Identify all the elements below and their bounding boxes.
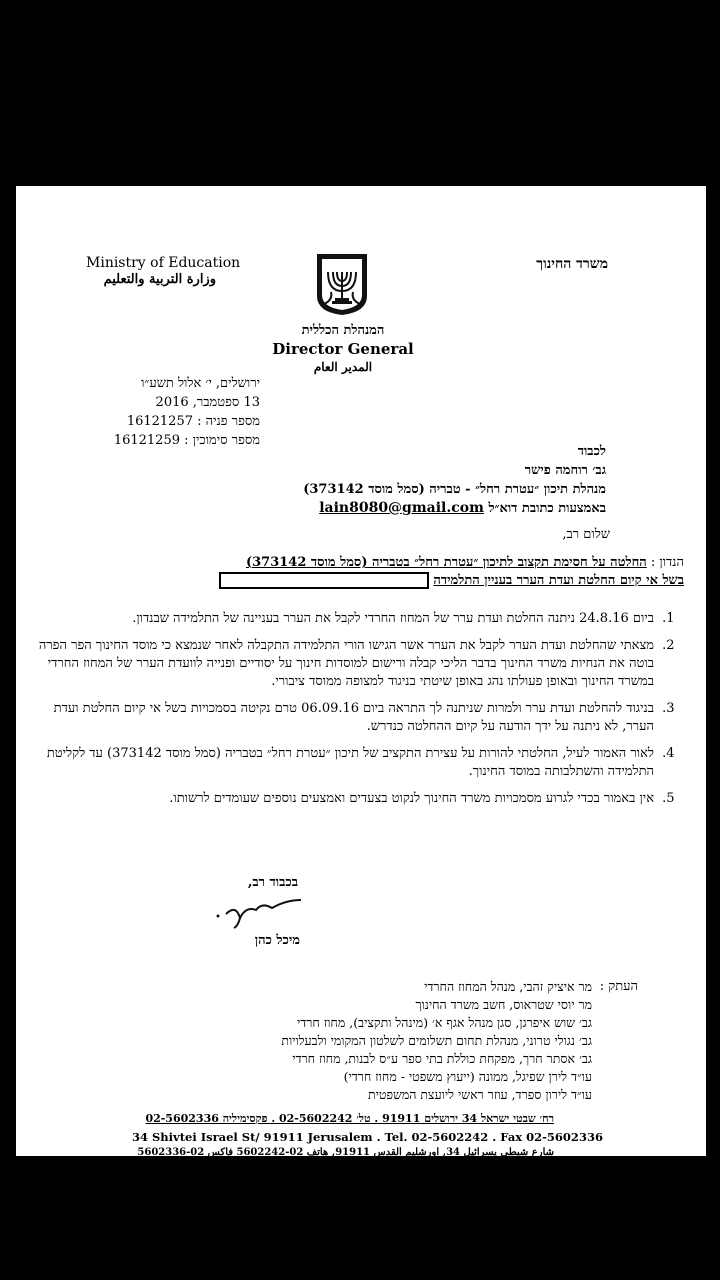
list-item: 2. מצאתי שהחלטת ועדת הערר לקבל את הערר אשר הגישו הורי התלמידה התקבלה לאחר שנמצא כי מוסד החינוך הפר הפרה בוטה את הנחיות משרד החינוך בדבר הליכי קבלה ורישום למוסדות חינוך על יסודיים ופנייה לוועדת הערר של המחוז החרדי במשרד החינוך ובאופן פעולתו נהג באופן שיטתי בניגוד למצופה ממוסד ציבורי. — [34, 637, 658, 691]
cc-item: גב׳ נגולי טרוני, מנהלת תחום תשלומים לשלטון המקומי ולבעלויות — [281, 1033, 592, 1048]
signer-name: מיכל כהן — [254, 933, 300, 948]
recipient-role: מנהלת תיכון ״עטרת רחל״ - טבריה (סמל מוסד 373142) — [303, 482, 606, 497]
subject-line-1: החלטה על חסימת תקצוב לתיכון ״עטרת רחל״ בטבריה (סמל מוסד 373142) — [245, 555, 647, 570]
reference-number: מספר פניה : 16121257 — [126, 414, 260, 429]
recipient-email-link[interactable]: lain8080@gmail.com — [319, 500, 484, 516]
closing: בכבוד רב, — [247, 875, 298, 890]
recipient-via: באמצעות כתובת דוא״ל — [488, 501, 606, 516]
office-ar: المدير العام — [313, 360, 373, 374]
state-emblem-icon — [313, 252, 371, 316]
list-item: 3. בניגוד להחלטת ועדת ערר ולמרות שניתנה לך התראה ביום 06.09.16 טרם נקיטה בסמכויות בשל אי קיום החלטת ועדת הערר, לא ניתנה על ידך הודעה על קיום ההחלטה כנדרש. — [34, 700, 658, 736]
subject-block — [44, 554, 684, 590]
recipient-block — [46, 442, 606, 518]
cc-item: גב׳ שוש איפרגן, סגן מנהל אגף א׳ (מינהל ותקציב), מחוז חרדי — [296, 1015, 592, 1030]
cc-item: עו״ד לירן שפיגל, ממונה (ייעוץ משפטי - מחוז חרדי) — [343, 1069, 592, 1084]
ministry-ar: وزارة التربية والتعليم — [103, 272, 216, 287]
list-item: 1. ביום 24.8.16 ניתנה החלטת ועדת ערר של המחוז החרדי לקבל את הערר בעניינה של התלמידה שבנדון. — [34, 610, 658, 628]
date-ref-block — [60, 374, 260, 450]
subject-label: הנדון : — [650, 555, 684, 570]
cc-list — [112, 978, 592, 1104]
date-gregorian: 13 ספטמבר, 2016 — [155, 395, 260, 410]
cc-item: גב׳ אסתר חרך, מפקחת כוללת בתי ספר ע״ס לבנות, מחוז חרדי — [292, 1051, 592, 1066]
footer-english: 34 Shivtei Israel St/ 91911 Jerusalem . Tel. 02-5602242 . Fax 02-5602336 — [132, 1130, 603, 1144]
recipient-name: גב׳ רוחמה פישר — [524, 463, 606, 478]
recipient-to: לכבוד — [577, 444, 606, 459]
footer-hebrew: רח׳ שבטי ישראל 34 ירושלים 91911 . טל׳ 02-5602242 . פקסימיליה 02-5602336 — [145, 1112, 554, 1125]
office-he: המנהלת הכללית — [301, 323, 385, 338]
points-list — [34, 610, 684, 817]
footer-arabic: شارع شبطي يسرائيل 34, اورشليم القدس 91911, هاتف 02-5602242 فاكس 02-5602336 — [137, 1147, 554, 1158]
list-item: 5. אין באמור בכדי לגרוע מסמכויות משרד החינוך לנקוט בצעדים ואמצעים נוספים שעומדים לרשותו. — [34, 790, 658, 808]
subject-line-2: בשל אי קיום החלטת ועדת הערר בעניין התלמידה — [433, 573, 684, 588]
list-item: 4. לאור האמור לעיל, החלטתי להורות על עצירת התקציב של תיכון ״עטרת רחל״ בטבריה (סמל מוסד 373142) עד לקליטת התלמידה והשתלבותה במוסד החינוך. — [34, 745, 658, 781]
date-hebrew: ירושלים, י׳ אלול תשע״ו — [141, 376, 260, 391]
greeting: שלום רב, — [562, 527, 610, 542]
cc-item: עו״ד לירון ספרד, עוזר ראשי ליועצת המשפטית — [368, 1087, 592, 1102]
signature-image — [206, 892, 306, 930]
ministry-he: משרד החינוך — [536, 256, 608, 272]
cc-label: העתק : — [599, 979, 638, 994]
sign-number: מספר סימוכין : 16121259 — [113, 433, 260, 448]
letter-page — [16, 186, 706, 1156]
office-en: Director General — [272, 340, 414, 358]
redaction-box — [219, 572, 429, 589]
ministry-en: Ministry of Education — [86, 255, 241, 271]
cc-item: מר איציק זהבי, מנהל המחוז החרדי — [424, 979, 592, 994]
recipient-email-line — [46, 499, 606, 518]
cc-item: מר יוסי שטראוס, חשב משרד החינוך — [415, 997, 592, 1012]
